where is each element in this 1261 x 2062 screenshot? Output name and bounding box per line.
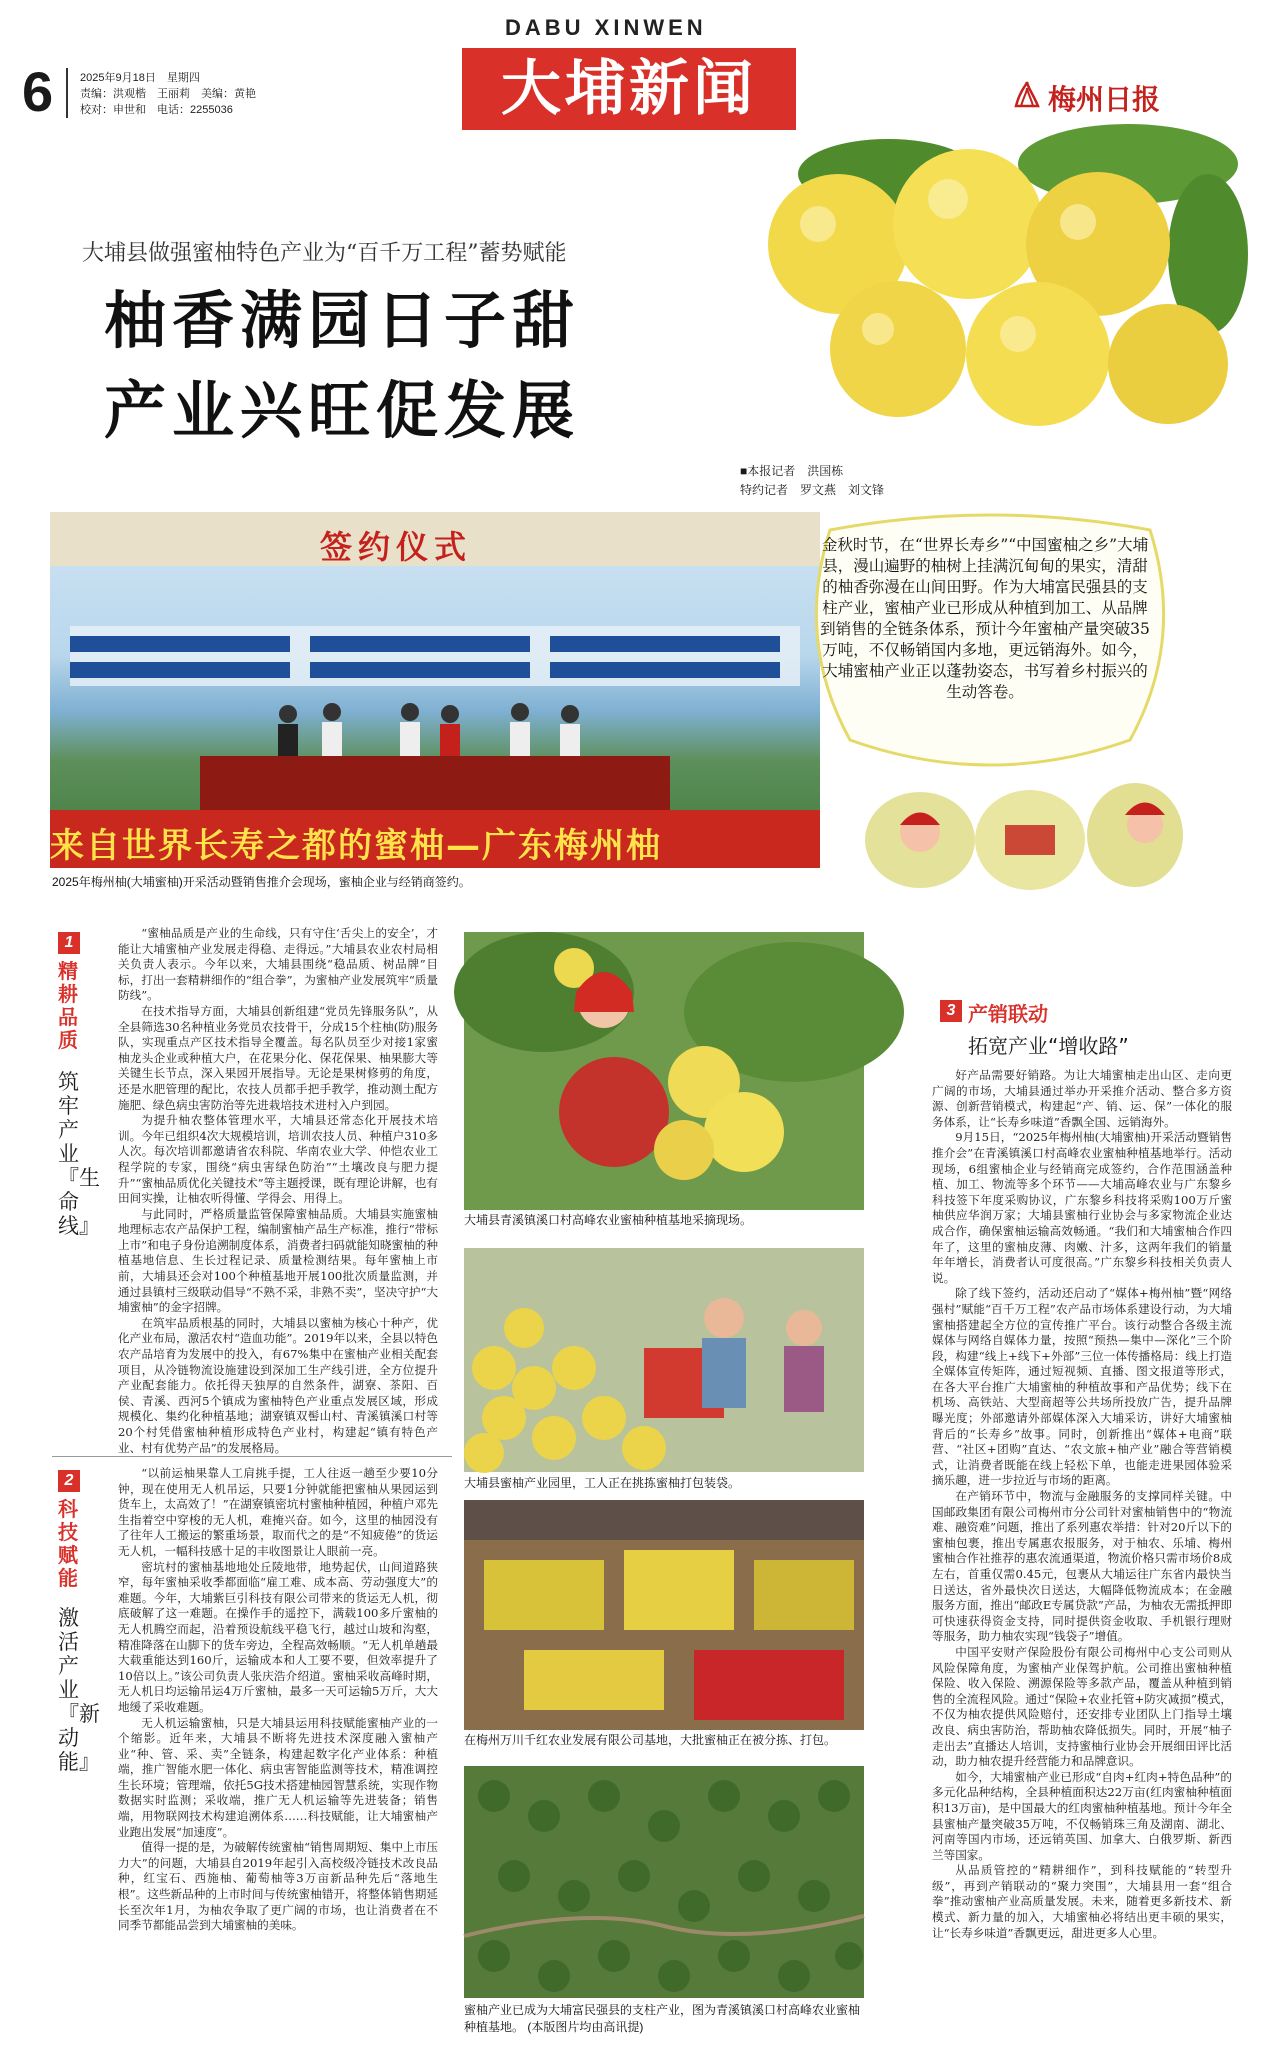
signing-bottom-banner: 来自世界长寿之都的蜜柚—广东梅州柚 <box>50 826 662 866</box>
photo-4-caption-text: 蜜柚产业已成为大埔富民强县的支柱产业，图为青溪镇溪口村高峰农业蜜柚种植基地。 <box>464 2003 861 2034</box>
paragraph: 中国平安财产保险股份有限公司梅州中心支公司则从风险保障角度，为蜜柚产业保驾护航。公司推出蜜柚种植保险、收入保险、溯源保险等多款产品，覆盖从种植到销售的全流程风险。通过“保险+农业托管+防灾减损”模式，不仅为柚农提供风险赔付，还安排专业团队上门指导土壤改良、病虫害防治，帮助柚农降低损失。同时，开展“柚子走出去”直播达人培训，支持蜜柚行业协会开展细田评比活动，助力柚农提升经营能力和品牌意识。 <box>932 1644 1232 1769</box>
headline-line-2: 产业兴旺促发展 <box>104 374 581 447</box>
signing-photo-caption: 2025年梅州柚(大埔蜜柚)开采活动暨销售推介会现场，蜜柚企业与经销商签约。 <box>52 875 471 889</box>
article-lead: 金秋时节，在“世界长寿乡”“中国蜜柚之乡”大埔县，漫山遍野的柚树上挂满沉甸甸的果实，清甜的柚香弥漫在山间田野。作为大埔富民强县的支柱产业，蜜柚产业已形成从种植到加工、从品牌到销售的全链条体系，预计今年蜜柚产量突破35万吨，不仅畅销国内多地，更远销海外。如今，大埔蜜柚产业正以蓬勃姿态，书写着乡村振兴的生动答卷。 <box>820 536 1150 701</box>
section-1-body <box>118 926 438 1455</box>
signing-scene <box>50 566 820 816</box>
section-1-title: 精耕品质 <box>58 959 78 1052</box>
paragraph: 如今，大埔蜜柚产业已形成“自肉+红肉+特色品种”的多元化品种结构，全县种植面积达22万亩(红肉蜜柚种植面积13万亩)，是中国最大的红肉蜜柚种植基地。预计今年全县蜜柚产量突破35万吨，不仅畅销珠三角及湖南、湖北、河南等国内市场，还远销英国、加拿大、白俄罗斯、新西兰等国家。 <box>932 1769 1232 1862</box>
paper-logo-icon <box>1012 80 1042 110</box>
header-divider <box>66 68 68 118</box>
paragraph: 好产品需要好销路。为让大埔蜜柚走出山区、走向更广阔的市场，大埔县通过举办开采推介活动、整合多方资源、创新营销模式，构建起“产、销、运、保”一体化的服务体系，让“长寿乡味道”香飘全国、远销海外。 <box>932 1068 1232 1129</box>
section-3-title: 产销联动 <box>968 1002 1048 1026</box>
header-info <box>80 70 256 118</box>
photo-credit: (本版图片均由高讯提) <box>527 2020 644 2034</box>
photo-3-caption: 在梅州万川千红农业发展有限公司基地，大批蜜柚正在被分拣、打包。 <box>464 1733 837 1747</box>
paragraph: “以前运柚果靠人工肩挑手提，工人往返一趟至少要10分钟，现在使用无人机吊运，只要1分钟就能把蜜柚从果园运到货车上，太高效了！”在湖寮镇密坑村蜜柚种植园，种植户邓先生指着空中穿梭的无人机，难掩兴奋。如今，这里的柚园没有了往年人工搬运的繁重场景，取而代之的是“不知疲倦”的货运无人机，一幅科技感十足的丰收图景让人眼前一亮。 <box>118 1466 438 1558</box>
grapefruit-photo <box>748 134 1238 424</box>
paragraph: 为提升柚农整体管理水平，大埔县还常态化开展技术培训。今年已组织4次大规模培训，培训农技人员、种植户310多人次。每次培训都邀请省农科院、华南农业大学、仲恺农业工程学院的专家，围绕“病虫害绿色防治”“土壤改良与肥力提升”“蜜柚品质优化关键技术”等主题授课，既有理论讲解，也有田间实操，让柚农听得懂、学得会、用得上。 <box>118 1113 438 1206</box>
section-2-number: 2 <box>58 1470 80 1492</box>
photo-packing-workers <box>464 1248 864 1472</box>
paragraph: 密坑村的蜜柚基地地处丘陵地带，地势起伏，山间道路狭窄，每年蜜柚采收季都面临“雇工难、成本高、劳动强度大”的难题。今年，大埔紫巨引科技有限公司带来的货运无人机，彻底破解了这一难题。在操作手的遥控下，满载100多斤蜜柚的无人机腾空而起，沿着预设航线平稳飞行，越过山坡和沟壑，精准降落在山脚下的货车旁边，全程高效畅顺。“无人机单趟最大载重能达到160斤，运输成本和人工要不要，但效率提升了10倍以上。”该公司负责人张庆浩介绍道。蜜柚采收高峰时期，无人机日均运输吊运4万斤蜜柚，最多一天可运输5万斤，大大地缓了采收难题。 <box>118 1559 438 1714</box>
headline-line-1: 柚香满园日子甜 <box>104 284 581 357</box>
section-divider <box>52 1456 452 1457</box>
byline <box>740 462 884 500</box>
paragraph: 在筑牢品质根基的同时，大埔县以蜜柚为核心十种产，优化产业布局，激活农村“造血功能”。2019年以来，全县以特色农产品培育为发展中的投入，有67%集中在蜜柚产业相关配套项目，从冷链物流设施建设到深加工生产线引进，全方位提升产业配套能力。依托得天独厚的自然条件，湖寮、茶阳、百侯、青溪、西河5个镇成为蜜柚特色产业重点发展区域，形成规模化、集约化种植基地；湖寮镇双髻山村、青溪镇溪口村等20个村凭借蜜柚种植形成特色产业村，构建起“镇有特色产业、村有优势产品”的发展格局。 <box>118 1315 438 1455</box>
photo-orchard-aerial <box>464 1766 864 1998</box>
section-3-number: 3 <box>940 1000 962 1022</box>
paper-name: 梅州日报 <box>1048 83 1161 116</box>
byline-reporter: ■本报记者 洪国栋 <box>740 464 844 478</box>
section-name: 大埔新闻 <box>462 48 796 130</box>
paragraph: 在技术指导方面，大埔县创新组建“党员先锋服务队”，从全县筛选30名种植业务党员农技骨干，分成15个柱柚(防)服务队，实现重点产区技术指导全覆盖。每名队员至少对接1家蜜柚龙头企业或种植大户，在花果分化、保花保果、柚果膨大等关键生长节点，深入果园开展指导。无论是果树修剪的角度，还是水肥管理的配比，农技人员都手把手教学，推动测土配方施肥、绿色病虫害防治等先进栽培技术进村入户到园。 <box>118 1003 438 1112</box>
paragraph: 从品质管控的“精耕细作”，到科技赋能的“转型升级”，再到产销联动的“聚力突围”，大埔县用一套“组合拳”推动蜜柚产业高质量发展。未来，随着更多新技术、新模式、新力量的加入，大埔蜜柚必将结出更丰硕的果实，让“长寿乡味道”香飘更远，甜进更多人心里。 <box>932 1863 1232 1940</box>
section-2-subtitle: 激活产业『新动能』 <box>58 1606 100 1774</box>
section-name-en: DABU XINWEN <box>505 15 707 40</box>
photo-harvest-picking <box>464 932 864 1210</box>
article-subhead: 大埔县做强蜜柚特色产业为“百千万工程”蓄势赋能 <box>82 241 567 266</box>
signing-banner-title: 签约仪式 <box>320 528 473 566</box>
section-3-body <box>932 1068 1232 2048</box>
section-1-subtitle: 筑牢产业『生命线』 <box>58 1070 100 1238</box>
paragraph: 在产销环节中，物流与金融服务的支撑同样关键。中国邮政集团有限公司梅州市分公司针对蜜柚销售中的“物流难、融资难”问题，推出了系列惠农举措：针对20斤以下的蜜柚包裹，推出专属惠农报服务，对于柚农、乐埔、梅州蜜柚合作社推荐的惠农流通渠道，物流价格只需市场价8成左右，首重仅需0.45元，包裹从大埔运往广东省内最快当日送达，省外最快次日送达，大幅降低物流成本；在金融服务方面，推出“邮政E专属贷款”产品，为柚农无需抵押即可快速获得资金支持，同时提供资金收取、手机银行理财等服务，助力柚农实现“钱袋子”增值。 <box>932 1489 1232 1644</box>
section-2-title: 科技赋能 <box>58 1497 78 1590</box>
photo-2-caption: 大埔县蜜柚产业园里，工人正在挑拣蜜柚打包装袋。 <box>464 1476 741 1490</box>
editor-line: 责编：洪观楷 王丽莉 美编：黄艳 <box>80 88 256 100</box>
photo-1-caption: 大埔县青溪镇溪口村高峰农业蜜柚种植基地采摘现场。 <box>464 1213 753 1227</box>
section-3-subtitle: 拓宽产业“增收路” <box>968 1034 1129 1058</box>
paragraph: 与此同时，严格质量监管保障蜜柚品质。大埔县实施蜜柚地理标志农产品保护工程，编制蜜柚产品生产标准，推行“带标上市”和电子身份追溯制度体系，消费者扫码就能知晓蜜柚的种植基地信息、生长过程记录、质量检测结果。每年蜜柚上市前，大埔县还会对100个种植基地开展100批次质量监测，并通过县镇村三级联动倡导“不熟不采，非熟不卖”，坚决守护“大埔蜜柚”的金字招牌。 <box>118 1206 438 1315</box>
photo-4-caption <box>464 2002 864 2036</box>
paragraph: “蜜柚品质是产业的生命线，只有守住‘舌尖上的安全’，才能让大埔蜜柚产业发展走得稳、走得远。”大埔县农业农村局相关负责人表示。今年以来，大埔县围绕“稳品质、树品牌”目标，打出一套精耕细作的“组合拳”，为蜜柚产业发展筑牢“质量防线”。 <box>118 926 438 1003</box>
byline-correspondent: 特约记者 罗文燕 刘文锋 <box>740 483 885 497</box>
proof-line: 校对：申世和 电话：2255036 <box>80 104 233 116</box>
paragraph: 值得一提的是，为破解传统蜜柚“销售周期短、集中上市压力大”的问题，大埔县自2019年起引入高校级冷链技术改良品种，红宝石、西施柚、葡萄柚等3万亩新品种先后“落地生根”。这些新品种的上市时间与传统蜜柚错开，将整体销售期延长至次年1月，为柚农争取了更广阔的市场，也让消费者在不同季节都能品尝到大埔蜜柚的美味。 <box>118 1840 438 1933</box>
signing-ceremony-photo <box>50 512 820 868</box>
date-line: 2025年9月18日 星期四 <box>80 72 200 84</box>
paragraph: 9月15日，“2025年梅州柚(大埔蜜柚)开采活动暨销售推介会”在青溪镇溪口村高峰农业蜜柚种植基地举行。活动现场，6组蜜柚企业与经销商完成签约，合作范围涵盖种植、加工、物流等多个环节——大埔高峰农业与广东黎乡科技签下年度采购协议，广东黎乡科技将采购100万斤蜜柚供应华润万家；大埔县蜜柚行业协会与多家物流企业达成合作，确保蜜柚运输高效畅通。“我们和大埔蜜柚合作四年了，这里的蜜柚皮薄、肉嫩、汁多，这两年我们的销量年年增长，消费者认可度很高。”广东黎乡科技相关负责人说。 <box>932 1130 1232 1285</box>
section-2-body <box>118 1466 438 2046</box>
painted-pomelos <box>855 770 1185 890</box>
section-1-number: 1 <box>58 932 80 954</box>
page-number: 6 <box>22 60 54 123</box>
paragraph: 除了线下签约，活动还启动了“媒体+梅州柚”暨“网络强村”赋能“百千万工程”农产品市场体系建设行动，为大埔蜜柚搭建起全方位的宣传推广平台。该行动整合各级主流媒体与网络自媒体力量，按照“预热—集中—深化”三个阶段，构建“线上+线下+外部”三位一体传播格局：线上打造全媒体宣传矩阵，通过短视频、直播、图文报道等形式，在各大平台推广大埔蜜柚的种植故事和产品优势；线下在机场、高铁站、大型商超等公共场所投放广告，提升品牌曝光度；外部邀请外部媒体深入大埔采访，讲好大埔蜜柚背后的“长寿乡”故事。同时，创新推出“媒体+电商”联营、“社区+团购”直达、“农文旅+柚产业”融合等营销模式，让消费者既能在线上轻松下单，也能走进果园体验采摘乐趣，进一步拉近与市场的距离。 <box>932 1286 1232 1488</box>
paragraph: 无人机运输蜜柚，只是大埔县运用科技赋能蜜柚产业的一个缩影。近年来，大埔县不断将先进技术深度融入蜜柚产业“种、管、采、卖”全链条，构建起数字化产业体系：种植端，推广智能水肥一体化、病虫害智能监测等技术，精准调控生长环境；管理端，依托5G技术搭建柚园智慧系统，实现作物数据实时监测；采收端，推广无人机运输等先进装备；销售端，用物联网技术构建追溯体系……科技赋能，让大埔蜜柚产业跑出发展“加速度”。 <box>118 1715 438 1839</box>
photo-sorting-base <box>464 1500 864 1730</box>
